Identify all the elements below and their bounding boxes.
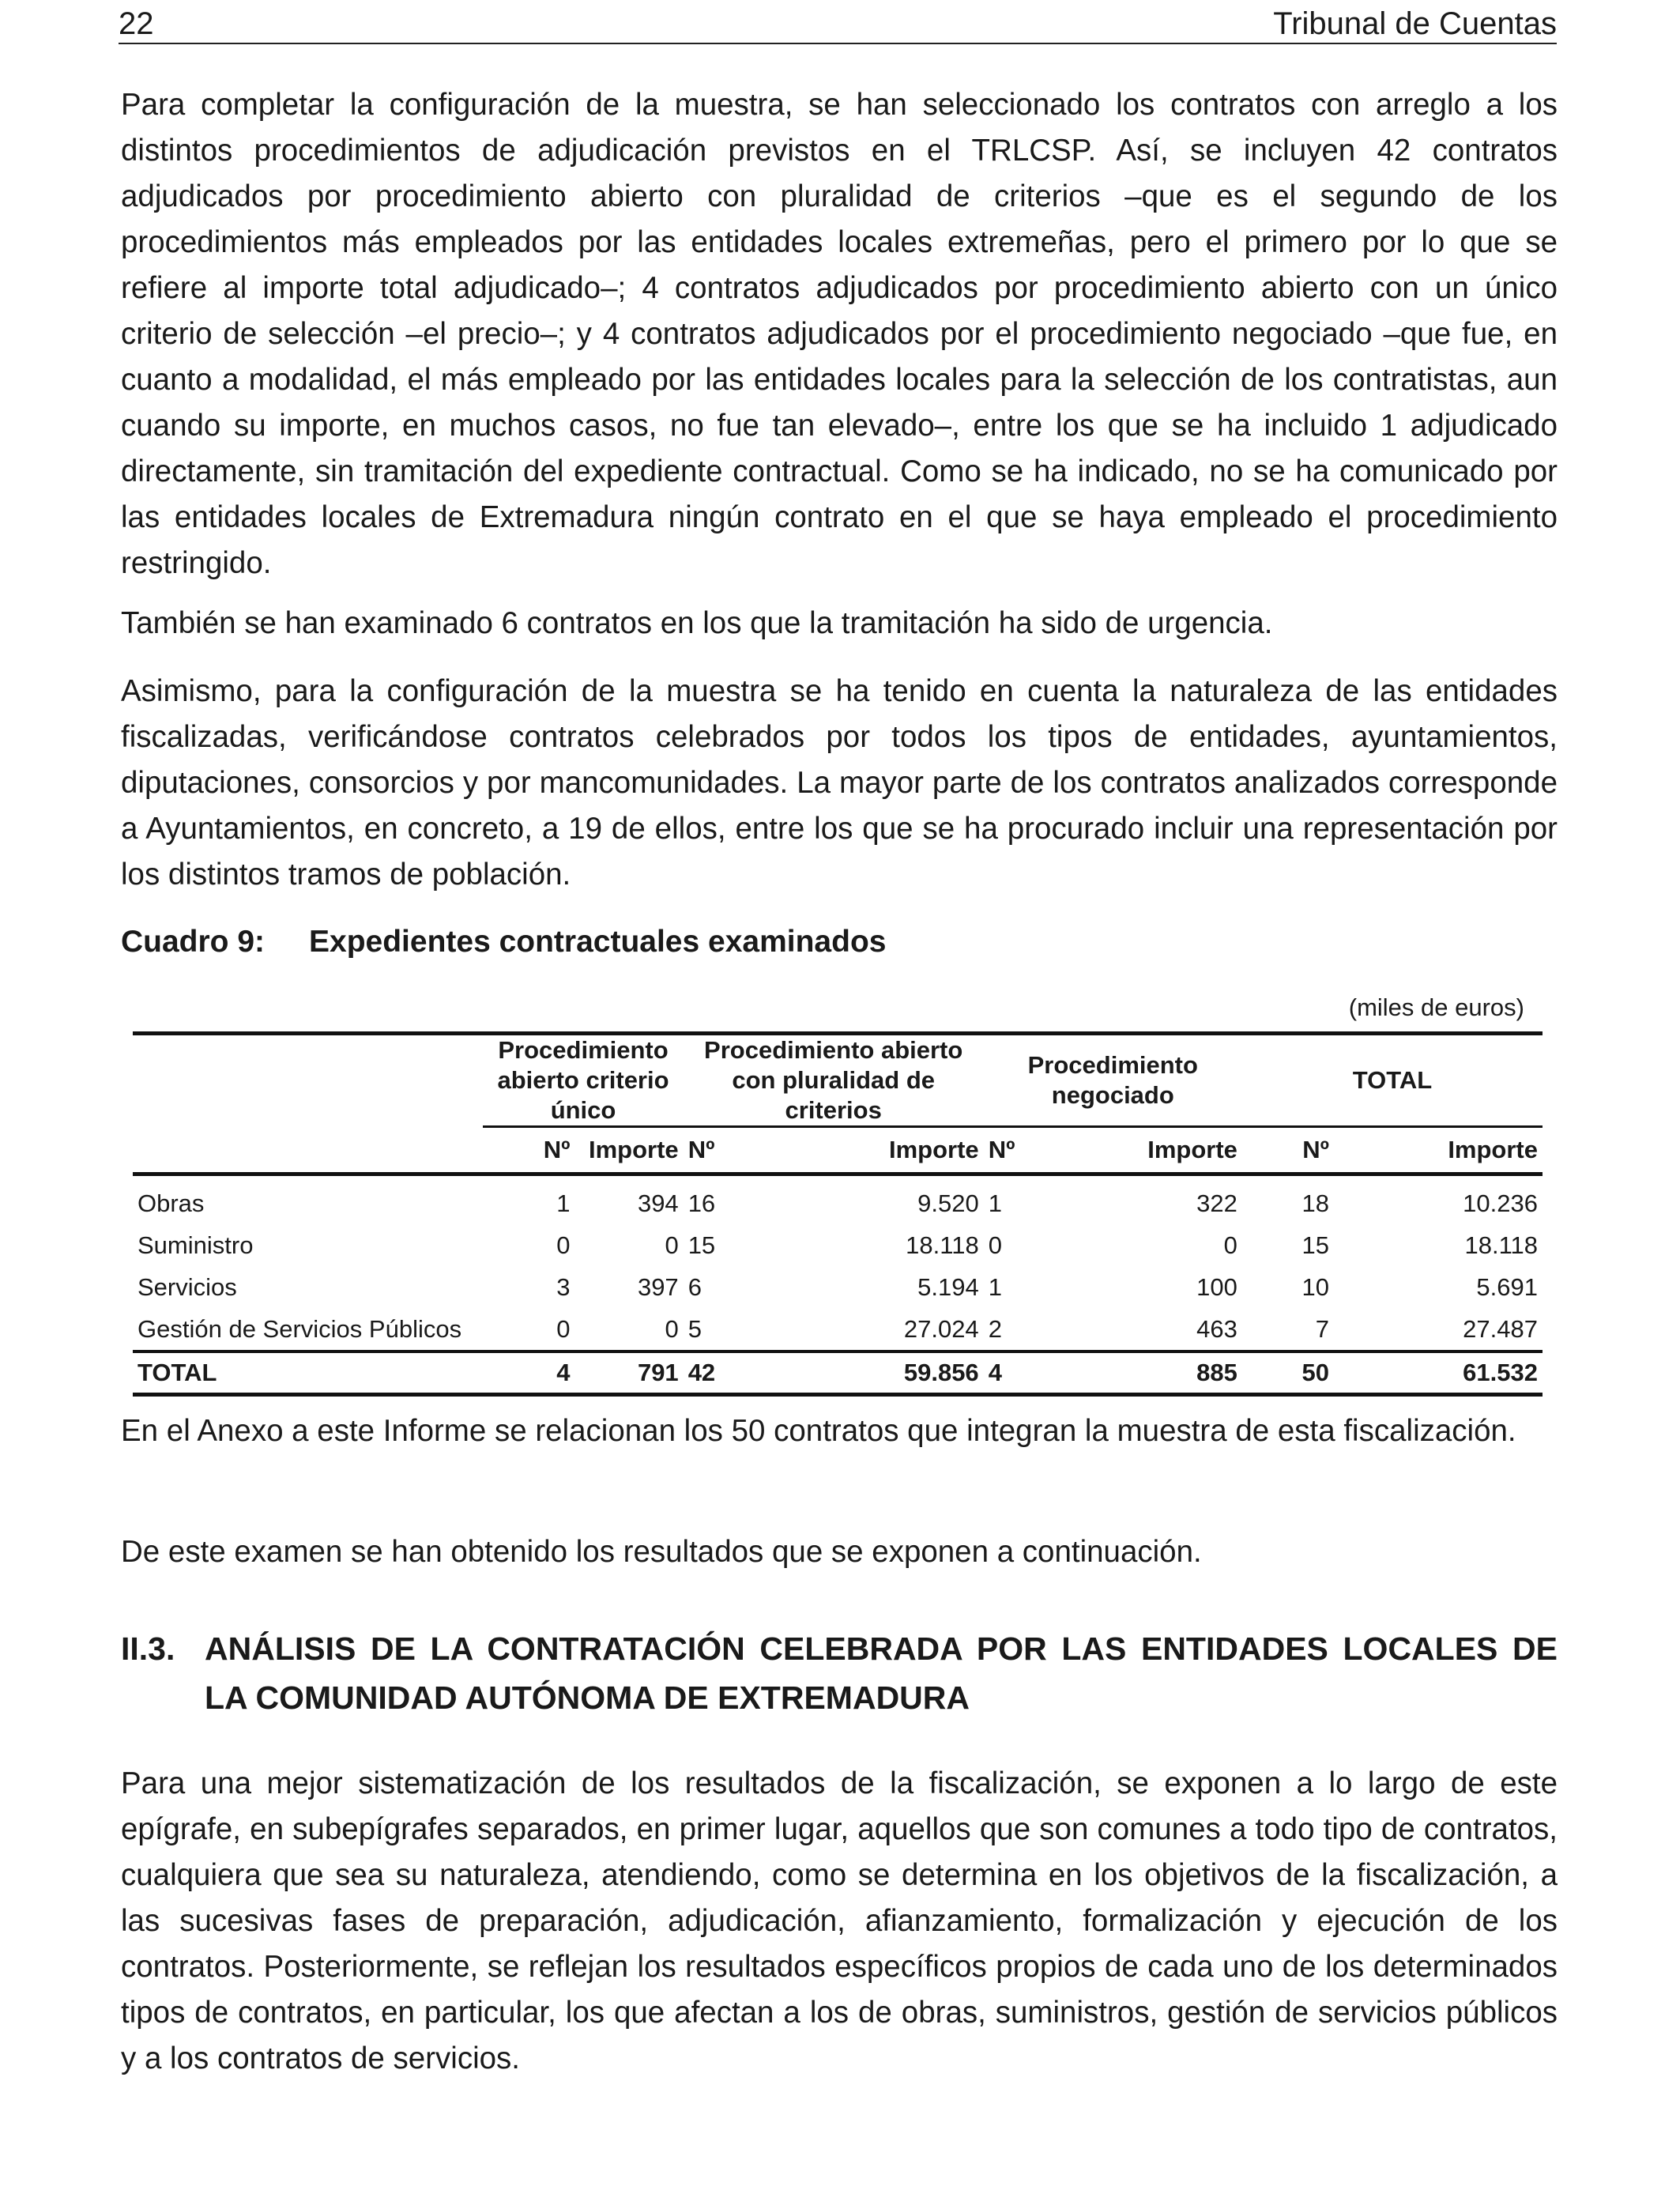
total-label: TOTAL — [133, 1351, 483, 1395]
cell-count: 10 — [1301, 1272, 1330, 1301]
total-amount: 791 — [574, 1351, 683, 1395]
col-amount-header: Importe — [1050, 1127, 1242, 1174]
row-label: Servicios — [137, 1272, 237, 1301]
cell-amount: 9.520 — [917, 1189, 979, 1217]
col-count-header: Nº — [684, 1127, 775, 1174]
cell-count: 16 — [687, 1189, 716, 1217]
group-header-row — [133, 1034, 1543, 1127]
col-amount-header: Importe — [574, 1127, 683, 1174]
paragraph-annex: En el Anexo a este Informe se relacionan los 50 contratos que integran la muestra de esta fiscalización. — [121, 1414, 1516, 1448]
caption-title: Expedientes contractuales examinados — [309, 925, 887, 959]
cell-count: 15 — [1301, 1231, 1330, 1259]
running-head: Tribunal de Cuentas — [1273, 6, 1557, 41]
col-amount-header: Importe — [775, 1127, 984, 1174]
cell-count: 18 — [1301, 1189, 1330, 1217]
table-row — [133, 1308, 1543, 1351]
cell-amount: 18.118 — [906, 1231, 979, 1259]
total-count: 4 — [483, 1351, 574, 1395]
cell-amount: 394 — [637, 1189, 679, 1217]
cell-count: 2 — [988, 1314, 1002, 1343]
group-header-abierto-unico: Procedimiento abierto criterio único — [483, 1034, 683, 1127]
cell-amount: 5.691 — [1476, 1272, 1538, 1301]
cell-amount: 0 — [1223, 1231, 1237, 1259]
cell-amount: 397 — [637, 1272, 679, 1301]
cell-amount: 27.024 — [903, 1314, 979, 1343]
cell-count: 1 — [556, 1189, 571, 1217]
cell-amount: 0 — [665, 1314, 679, 1343]
col-count-header: Nº — [483, 1127, 574, 1174]
group-header-total: TOTAL — [1242, 1034, 1543, 1127]
table-caption — [121, 925, 886, 959]
cell-count: 0 — [988, 1231, 1002, 1259]
col-amount-header: Importe — [1334, 1127, 1543, 1174]
page-header — [119, 3, 1557, 44]
table-units: (miles de euros) — [1348, 993, 1524, 1021]
row-label-header — [133, 1034, 483, 1127]
total-count: 50 — [1242, 1351, 1334, 1395]
cell-amount: 5.194 — [917, 1272, 979, 1301]
total-amount: 59.856 — [775, 1351, 984, 1395]
cell-count: 7 — [1315, 1314, 1330, 1343]
cell-count: 0 — [556, 1231, 571, 1259]
paragraph-urgency: También se han examinado 6 contratos en los que la tramitación ha sido de urgencia. — [121, 606, 1273, 640]
total-count: 42 — [684, 1351, 775, 1395]
col-count-header: Nº — [1242, 1127, 1334, 1174]
page-number: 22 — [119, 6, 154, 41]
table-row — [133, 1266, 1543, 1308]
table-row — [133, 1174, 1543, 1225]
row-label: Suministro — [137, 1231, 254, 1259]
total-amount: 61.532 — [1334, 1351, 1543, 1395]
cell-count: 3 — [556, 1272, 571, 1301]
section-title: ANÁLISIS DE LA CONTRATACIÓN CELEBRADA POR LAS ENTIDADES LOCALES DE LA COMUNIDAD AUTÓNOMA DE EXTREMADURA — [205, 1630, 1558, 1716]
cell-amount: 100 — [1196, 1272, 1237, 1301]
caption-label: Cuadro 9: — [121, 925, 266, 959]
row-label: Obras — [137, 1189, 205, 1217]
contracts-table — [133, 1031, 1543, 1397]
group-header-abierto-pluralidad: Procedimiento abierto con pluralidad de criterios — [684, 1034, 984, 1127]
table-total-row — [133, 1351, 1543, 1395]
paragraph-results-intro: De este examen se han obtenido los resultados que se exponen a continuación. — [121, 1535, 1202, 1569]
sub-header-row — [133, 1127, 1543, 1174]
paragraph-entities: Asimismo, para la configuración de la muestra se ha tenido en cuenta la naturaleza de las entidades fiscalizadas, verificándose contratos celebrados por todos los tipos de entidades, ayuntamientos, diputaciones, consorcios y por mancomunidades. La mayor parte de los contratos analizados corresponde a Ayuntamientos, en concreto, a 19 de ellos, entre los que se ha procurado incluir una representación por los distintos tramos de población. — [121, 674, 1558, 892]
cell-count: 1 — [988, 1272, 1002, 1301]
section-number: II.3. — [121, 1630, 175, 1667]
col-count-header: Nº — [984, 1127, 1050, 1174]
cell-amount: 18.118 — [1464, 1231, 1538, 1259]
cell-amount: 463 — [1196, 1314, 1237, 1343]
paragraph-systematization: Para una mejor sistematización de los resultados de la fiscalización, se exponen a lo largo de este epígrafe, en subepígrafes separados, en primer lugar, aquellos que son comunes a todo tipo de contratos, cualquiera que sea su naturaleza, atendiendo, como se determina en los objetivos de la fiscalización, a las sucesivas fases de preparación, adjudicación, afianzamiento, formalización y ejecución de los contratos. Posteriormente, se reflejan los resultados específicos propios de cada uno de los determinados tipos de contratos, en particular, los que afectan a los de obras, suministros, gestión de servicios públicos y a los contratos de servicios. — [121, 1766, 1558, 2075]
cell-count: 15 — [687, 1231, 716, 1259]
total-amount: 885 — [1050, 1351, 1242, 1395]
cell-count: 0 — [556, 1314, 571, 1343]
row-label: Gestión de Servicios Públicos — [137, 1314, 462, 1343]
group-header-negociado: Procedimiento negociado — [984, 1034, 1242, 1127]
cell-amount: 27.487 — [1463, 1314, 1538, 1343]
cell-count: 6 — [687, 1272, 702, 1301]
section-heading — [121, 1624, 1558, 1722]
cell-count: 5 — [687, 1314, 702, 1343]
cell-amount: 0 — [665, 1231, 679, 1259]
cell-count: 1 — [988, 1189, 1002, 1217]
cell-amount: 322 — [1196, 1189, 1237, 1217]
table-row — [133, 1224, 1543, 1266]
total-count: 4 — [984, 1351, 1050, 1395]
paragraph-sample-procedures: Para completar la configuración de la muestra, se han seleccionado los contratos con arreglo a los distintos procedimientos de adjudicación previstos en el TRLCSP. Así, se incluyen 42 contratos adjudicados por procedimiento abierto con pluralidad de criterios –que es el segundo de los procedimientos más empleados por las entidades locales extremeñas, pero el primero por lo que se refiere al importe total adjudicado–; 4 contratos adjudicados por procedimiento abierto con un único criterio de selección –el precio–; y 4 contratos adjudicados por el procedimiento negociado –que fue, en cuanto a modalidad, el más empleado por las entidades locales para la selección de los contratistas, aun cuando su importe, en muchos casos, no fue tan elevado–, entre los que se ha incluido 1 adjudicado directamente, sin tramitación del expediente contractual. Como se ha indicado, no se ha comunicado por las entidades locales de Extremadura ningún contrato en el que se haya empleado el procedimiento restringido. — [121, 88, 1558, 580]
cell-amount: 10.236 — [1463, 1189, 1538, 1217]
